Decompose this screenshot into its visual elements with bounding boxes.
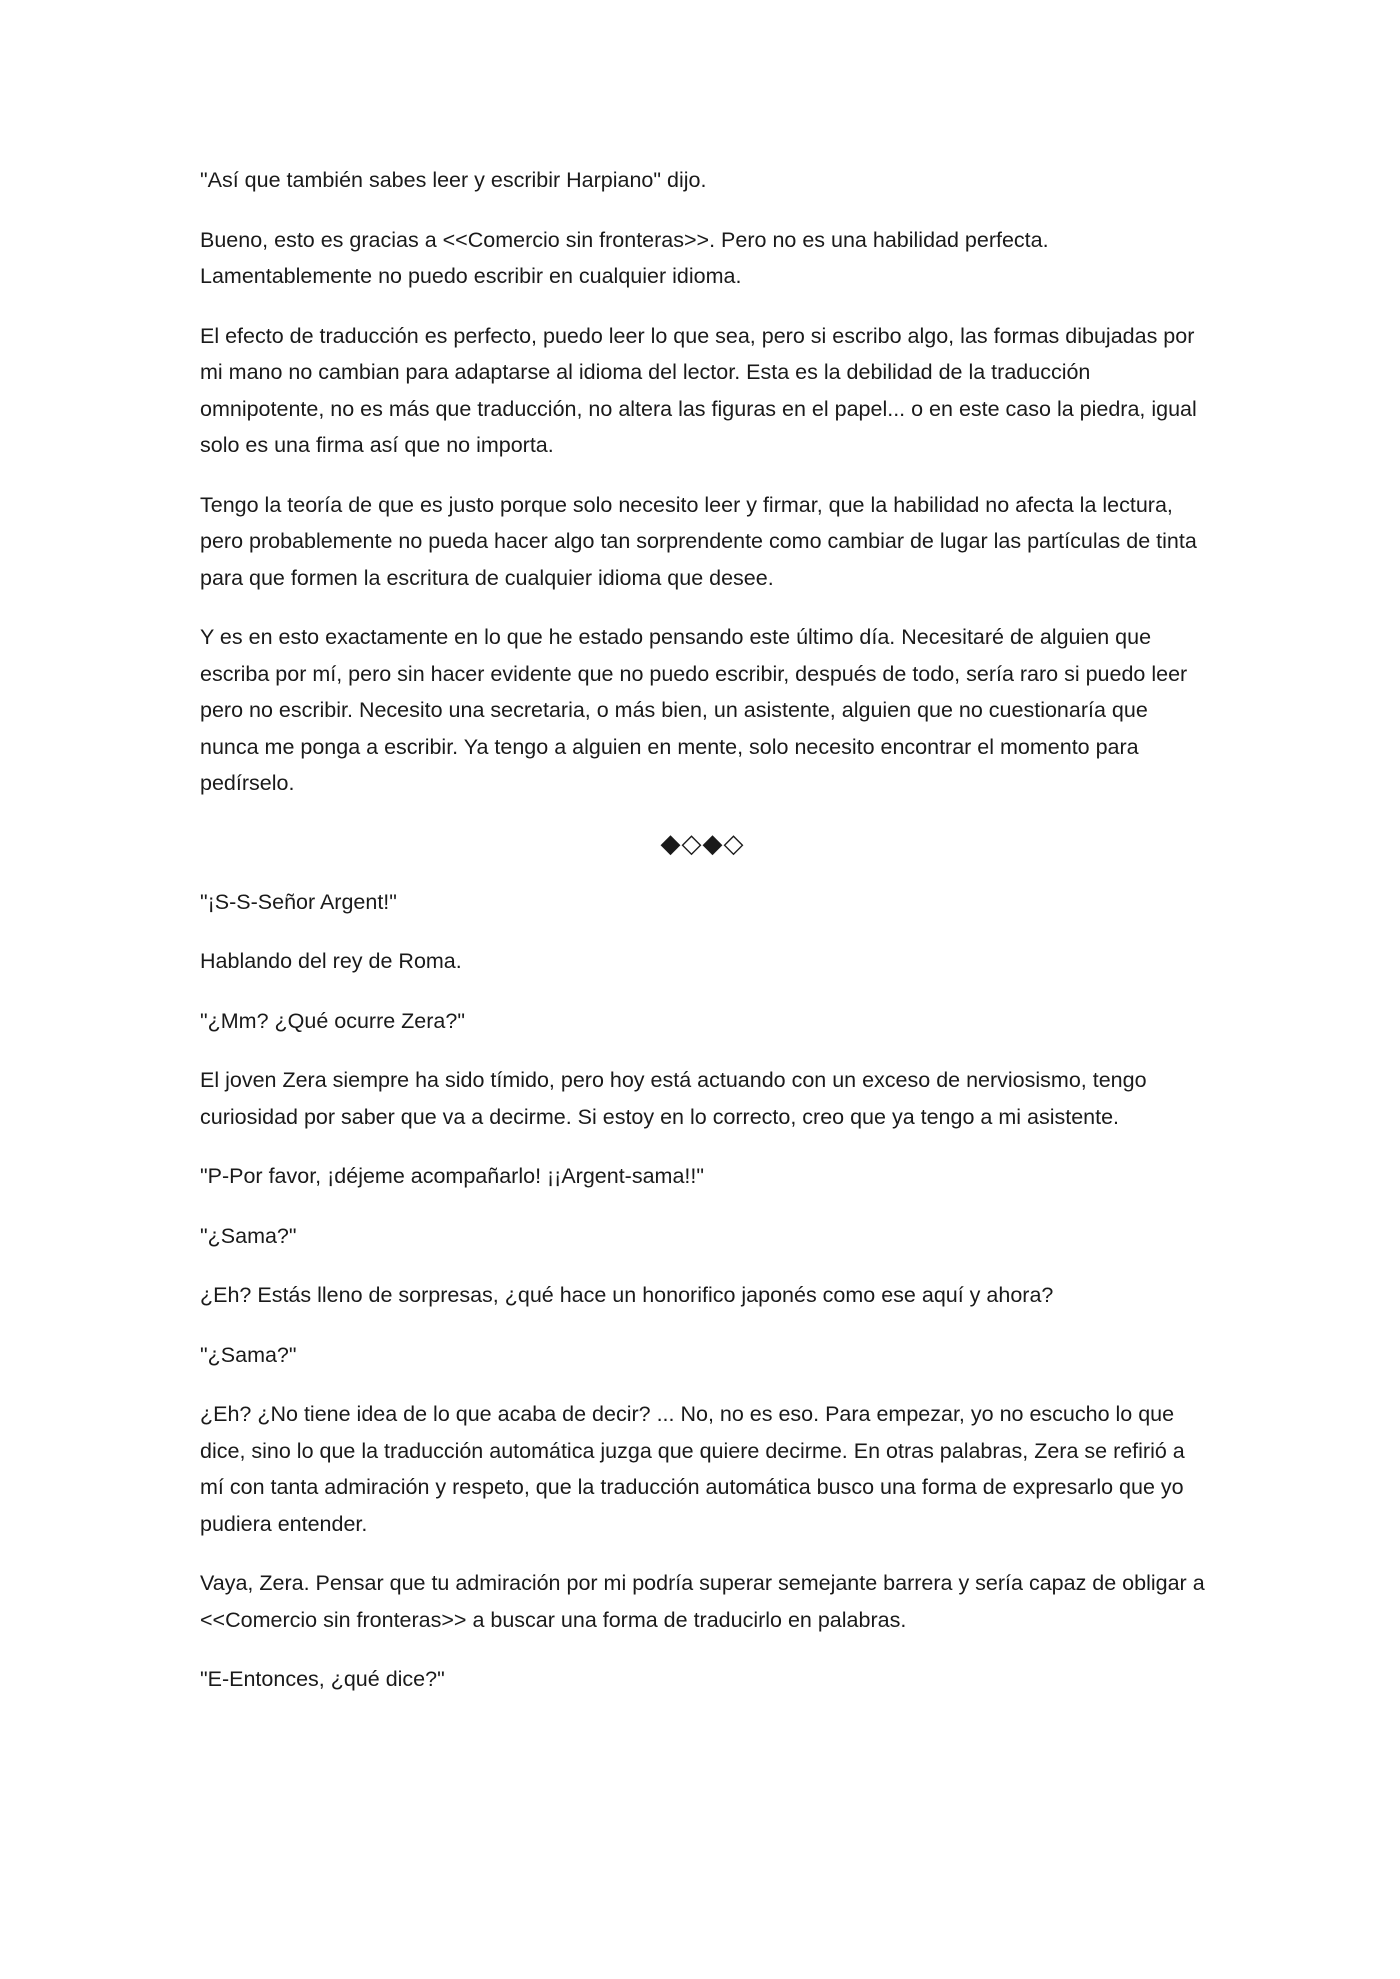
paragraph: Vaya, Zera. Pensar que tu admiración por mi podría superar semejante barrera y sería capaz de obligar a <<Comercio sin fronteras>> a buscar una forma de traducirlo en palabras. (200, 1571, 1205, 1632)
paragraph: "P-Por favor, ¡déjeme acompañarlo! ¡¡Argent-sama!!" (200, 1164, 704, 1188)
scene-break-divider: ◆◇◆◇ (660, 827, 745, 858)
paragraph: ¿Eh? Estás lleno de sorpresas, ¿qué hace un honorifico japonés como ese aquí y ahora? (200, 1283, 1054, 1307)
paragraph: "Así que también sabes leer y escribir Harpiano" dijo. (200, 168, 707, 192)
paragraph: Hablando del rey de Roma. (200, 949, 462, 973)
document-page (200, 162, 1205, 1721)
paragraph: "¿Sama?" (200, 1223, 297, 1248)
paragraph: El efecto de traducción es perfecto, puedo leer lo que sea, pero si escribo algo, las formas dibujadas por mi mano no cambian para adaptarse al idioma del lector. Esta es la debilidad de la traducción omnipotente, no es más que traducción, no altera las figuras en el papel... o en este caso la piedra, igual solo es una firma así que no importa. (200, 323, 1197, 457)
paragraph: "¿Mm? ¿Qué ocurre Zera?" (200, 1008, 465, 1033)
paragraph: Bueno, esto es gracias a <<Comercio sin fronteras>>. Pero no es una habilidad perfecta. Lamentablemente no puedo escribir en cualquier idioma. (200, 227, 1049, 288)
paragraph: ¿Eh? ¿No tiene idea de lo que acaba de decir? ... No, no es eso. Para empezar, yo no escucho lo que dice, sino lo que la traducción automática juzga que quiere decirme. En otras palabras, Zera se refirió a mí con tanta admiración y respeto, que la traducción automática busco una forma de expresarlo que yo pudiera entender. (200, 1402, 1185, 1536)
paragraph: Tengo la teoría de que es justo porque solo necesito leer y firmar, que la habilidad no afecta la lectura, pero probablemente no pueda hacer algo tan sorprendente como cambiar de lugar las partículas de tinta para que formen la escritura de cualquier idioma que desee. (200, 492, 1197, 590)
paragraph: "E-Entonces, ¿qué dice?" (200, 1667, 445, 1691)
paragraph: "¡S-S-Señor Argent!" (200, 889, 397, 914)
paragraph: El joven Zera siempre ha sido tímido, pero hoy está actuando con un exceso de nerviosismo, tengo curiosidad por saber que va a decirme. Si estoy en lo correcto, creo que ya tengo a mi asistente. (200, 1068, 1147, 1129)
paragraph: "¿Sama?" (200, 1342, 297, 1367)
paragraph: Y es en esto exactamente en lo que he estado pensando este último día. Necesitaré de alguien que escriba por mí, pero sin hacer evidente que no puedo escribir, después de todo, sería raro si puedo leer pero no escribir. Necesito una secretaria, o más bien, un asistente, alguien que no cuestionaría que nunca me ponga a escribir. Ya tengo a alguien en mente, solo necesito encontrar el momento para pedírselo. (200, 625, 1188, 795)
